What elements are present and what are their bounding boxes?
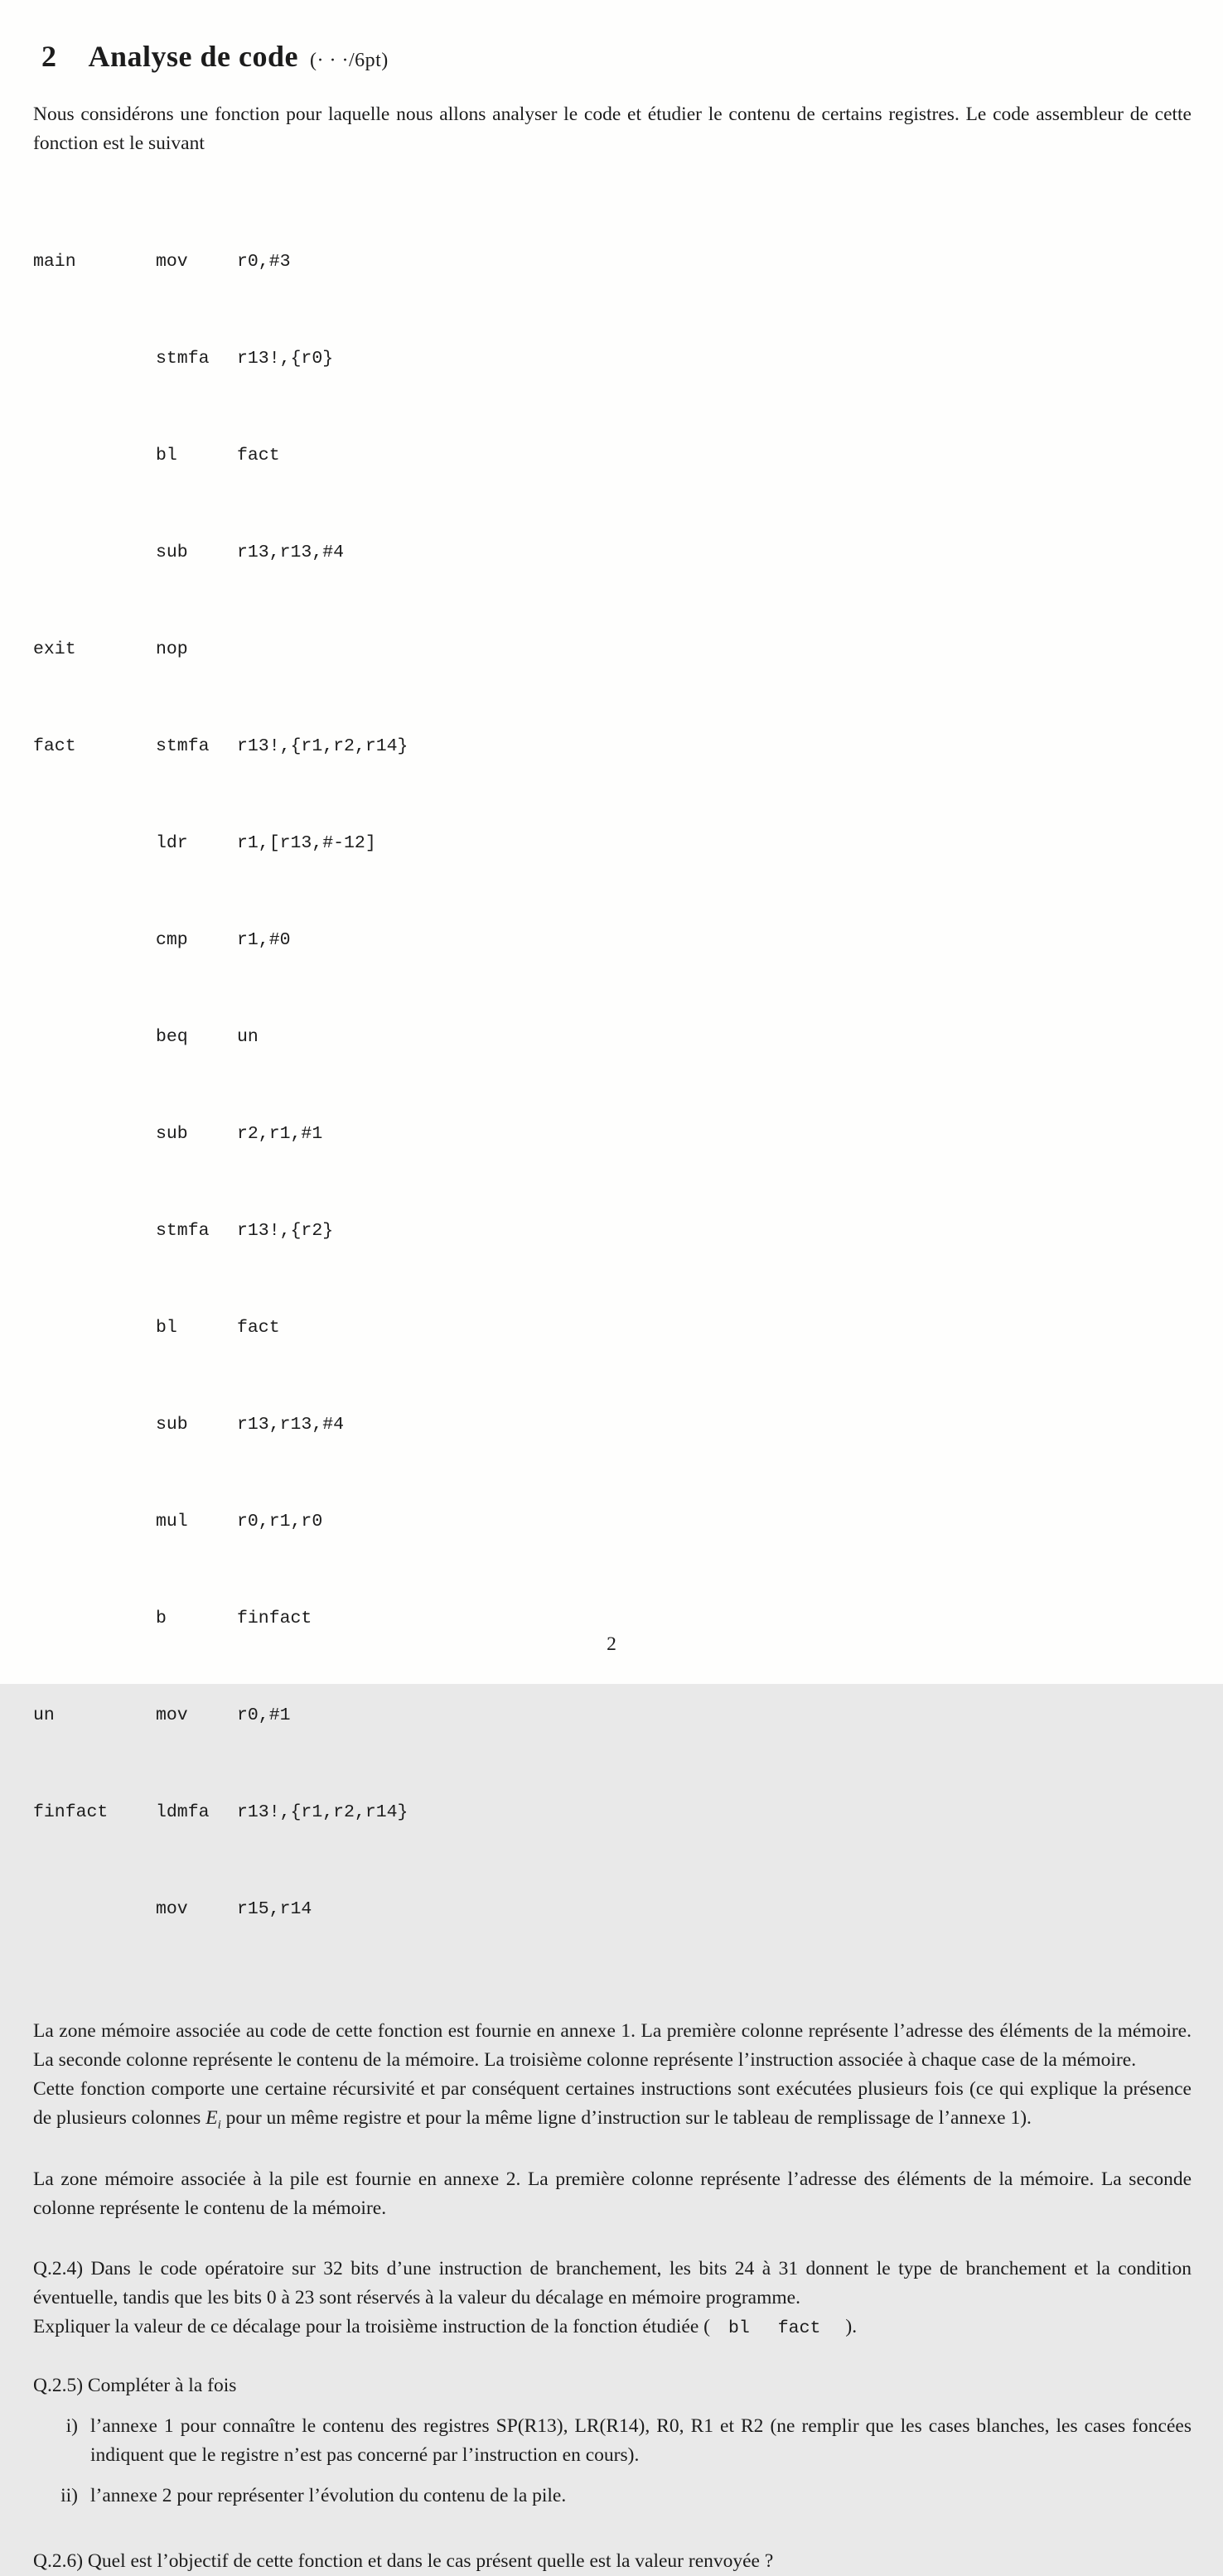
code-mnemonic: ldr (156, 833, 188, 853)
code-mnemonic: mov (156, 1705, 188, 1725)
code-operands: r13!,{r2} (237, 1221, 334, 1241)
list-text-ii: l’annexe 2 pour représenter l’évolution du contenu de la pile. (90, 2484, 567, 2506)
list-marker-ii: ii) (60, 2484, 78, 2506)
question-2-6-statement (33, 2547, 1192, 2576)
annexe1-paragraph-2 (33, 2075, 1192, 2140)
intro-paragraph: Nous considérons une fonction pour laquelle nous allons analyser le code et étudier le contenu de certains registres. Le code assembleur de cette fonction est le suivant (33, 104, 1192, 154)
code-line (33, 440, 1192, 472)
code-mnemonic: beq (156, 1027, 188, 1047)
section-points: (· · ·/6pt) (310, 50, 389, 71)
question-2-5-statement (33, 2371, 1192, 2400)
code-operands: r0,r1,r0 (237, 1512, 323, 1532)
code-line (33, 1506, 1192, 1538)
assembly-code-listing (33, 181, 1192, 1990)
annexe1-paragraph-2-before: Cette fonction comporte une certaine récursivité et par conséquent certaines instructions sont exécutées plusieurs fois (ce qui explique la présence de plusieurs colonnes (33, 2078, 1192, 2129)
code-mnemonic: sub (156, 1415, 188, 1435)
code-mnemonic: sub (156, 543, 188, 562)
code-label (33, 343, 156, 375)
code-line (33, 1118, 1192, 1151)
code-label (33, 537, 156, 569)
code-label: un (33, 1705, 55, 1725)
annexe2-description: La zone mémoire associée à la pile est fournie en annexe 2. La première colonne représente l’adresse des éléments de la mémoire. La seconde colonne représente le contenu de la mémoire. (33, 2168, 1192, 2219)
code-mnemonic: stmfa (156, 736, 210, 756)
code-label: finfact (33, 1802, 109, 1822)
code-mnemonic: nop (156, 639, 188, 659)
code-label (33, 1215, 156, 1247)
code-label: fact (33, 736, 76, 756)
code-line (33, 827, 1192, 860)
code-line (33, 1021, 1192, 1054)
question-2-5-label: Q.2.5) (33, 2374, 84, 2396)
question-2-5 (33, 2371, 1192, 2511)
code-line (33, 1700, 1192, 1732)
section-heading (33, 38, 1192, 79)
code-operands: un (237, 1027, 259, 1047)
code-label: exit (33, 639, 76, 659)
code-operands: r13!,{r0} (237, 349, 334, 369)
code-mnemonic: ldmfa (156, 1802, 210, 1822)
list-marker-i: i) (65, 2414, 78, 2437)
code-operands: fact (237, 446, 280, 466)
list-item-ii (33, 2482, 1192, 2511)
code-line (33, 246, 1192, 278)
code-label (33, 1409, 156, 1441)
question-2-4-text: Dans le code opératoire sur 32 bits d’une instruction de branchement, les bits 24 à 31 donnent le type de branchement et la condition éventuelle, tandis que les bits 0 à 23 sont réservés à la valeur du décalage en mémoire programme. (33, 2257, 1192, 2308)
question-2-4-expliquer-before: Expliquer la valeur de ce décalage pour la troisième instruction de la fonction étudiée ( (33, 2315, 710, 2337)
question-2-4 (33, 2255, 1192, 2343)
code-line (33, 924, 1192, 957)
annexe1-paragraph-2-after: pour un même registre et pour la même ligne d’instruction sur le tableau de remplissage de l’annexe 1). (220, 2107, 1032, 2129)
code-operands: fact (237, 1318, 280, 1338)
question-2-4-expliquer-after: ). (845, 2315, 858, 2337)
code-operands: r13,r13,#4 (237, 543, 345, 562)
code-operands: r13,r13,#4 (237, 1415, 345, 1435)
code-label (33, 924, 156, 957)
code-mnemonic: sub (156, 1124, 188, 1144)
code-operands: r13!,{r1,r2,r14} (237, 1802, 408, 1822)
code-label: main (33, 252, 76, 272)
code-label (33, 1893, 156, 1926)
question-2-6 (33, 2547, 1192, 2576)
code-operands: r1,[r13,#-12] (237, 833, 376, 853)
code-line (33, 634, 1192, 666)
question-2-4-label: Q.2.4) (33, 2257, 84, 2279)
code-mnemonic: mov (156, 1899, 188, 1919)
question-2-5-text: Compléter à la fois (83, 2374, 237, 2396)
code-mnemonic: bl (156, 1318, 177, 1338)
code-line (33, 1893, 1192, 1926)
code-label (33, 440, 156, 472)
variable-ei (205, 2107, 221, 2132)
code-line (33, 1312, 1192, 1344)
code-mnemonic: mul (156, 1512, 188, 1532)
annexe1-description (33, 2017, 1192, 2140)
code-operands: r1,#0 (237, 930, 291, 950)
code-operands: finfact (237, 1609, 312, 1628)
code-line (33, 1797, 1192, 1829)
inline-code-bl: bl (728, 2318, 750, 2338)
variable-e-subscript: i (217, 2118, 221, 2132)
code-line (33, 1409, 1192, 1441)
code-line (33, 731, 1192, 763)
question-2-6-text: Quel est l’objectif de cette fonction et dans le cas présent quelle est la valeur renvoyée ? (83, 2549, 774, 2572)
code-mnemonic: stmfa (156, 349, 210, 369)
code-mnemonic: bl (156, 446, 177, 466)
code-operands: r2,r1,#1 (237, 1124, 323, 1144)
code-operands: r0,#3 (237, 252, 291, 272)
code-label (33, 1312, 156, 1344)
code-mnemonic: stmfa (156, 1221, 210, 1241)
code-label (33, 1118, 156, 1151)
list-item-i (33, 2412, 1192, 2470)
annexe1-paragraph-1: La zone mémoire associée au code de cette fonction est fournie en annexe 1. La première colonne représente l’adresse des éléments de la mémoire. La seconde colonne représente le contenu de la mémoire. La troisième colonne représente l’instruction associée à chaque case de la mémoire. (33, 2020, 1192, 2071)
question-2-6-label: Q.2.6) (33, 2549, 84, 2572)
question-2-4-statement (33, 2255, 1192, 2313)
code-label (33, 1021, 156, 1054)
page-number: 2 (607, 1633, 616, 1655)
code-operands: r0,#1 (237, 1705, 291, 1725)
code-label (33, 827, 156, 860)
variable-e: E (205, 2107, 218, 2129)
code-line (33, 1215, 1192, 1247)
list-text-i: l’annexe 1 pour connaître le contenu des registres SP(R13), LR(R14), R0, R1 et R2 (ne remplir que les cases blanches, les cases foncées indiquent que le registre n’est pas concerné par l’instruction en cours). (90, 2414, 1192, 2466)
question-2-5-list (33, 2412, 1192, 2511)
inline-code-fact: fact (777, 2318, 821, 2338)
code-mnemonic: cmp (156, 930, 188, 950)
code-line (33, 343, 1192, 375)
code-operands: r15,r14 (237, 1899, 312, 1919)
code-line (33, 537, 1192, 569)
code-mnemonic: mov (156, 252, 188, 272)
section-number: 2 (41, 40, 57, 73)
code-operands: r13!,{r1,r2,r14} (237, 736, 408, 756)
question-2-4-instruction (33, 2313, 1192, 2343)
section-title: Analyse de code (88, 40, 298, 73)
code-mnemonic: b (156, 1609, 167, 1628)
code-label (33, 1506, 156, 1538)
